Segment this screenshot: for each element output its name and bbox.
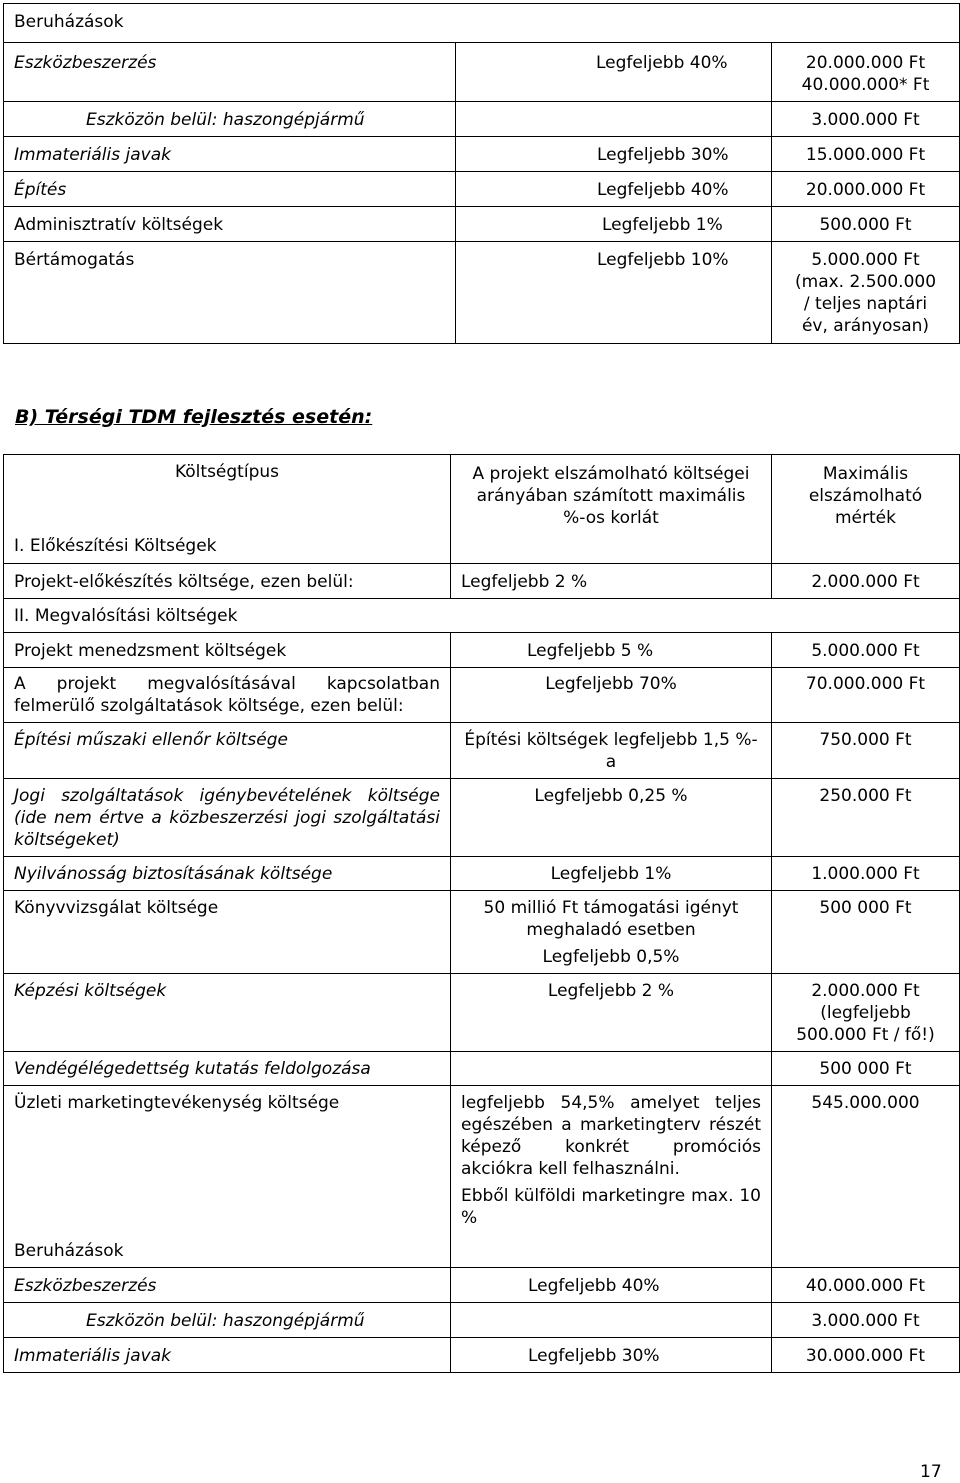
col-header-limit: A projekt elszámolható költségei arányában számított maximális %-os korlát — [451, 455, 772, 564]
table-row: Bértámogatás Legfeljebb 10% 5.000.000 Ft (max. 2.500.000 / teljes naptári év, arányosan) — [4, 242, 960, 344]
table-row: Építés Legfeljebb 40% 20.000.000 Ft — [4, 172, 960, 207]
table-row: Nyilvánosság biztosításának költsége Legfeljebb 1% 1.000.000 Ft — [4, 857, 960, 891]
table-row: Eszközön belül: haszongépjármű 3.000.000 Ft — [4, 1303, 960, 1338]
section-impl: II. Megvalósítási költségek — [4, 599, 960, 633]
col-header-type: Költségtípus — [174, 462, 279, 482]
table-row: Immateriális javak Legfeljebb 30% 15.000.000 Ft — [4, 137, 960, 172]
table-row: Képzési költségek Legfeljebb 2 % 2.000.000 Ft (legfeljebb 500.000 Ft / fő!) — [4, 974, 960, 1052]
table-row: Adminisztratív költségek Legfeljebb 1% 500.000 Ft — [4, 207, 960, 242]
section-prep: I. Előkészítési Költségek — [14, 536, 217, 556]
table-row: Üzleti marketingtevékenység költsége Beruházások legfeljebb 54,5% amelyet teljes egészében a marketingterv részét képező konkrét promóciós akciókra kell felhasználni. Ebből külföldi marketingre max. 10 % 545.000.000 — [4, 1086, 960, 1268]
page-number: 17 — [920, 1462, 942, 1482]
table-header-row — [4, 455, 960, 564]
table-row: Projekt menedzsment költségek Legfeljebb 5 % 5.000.000 Ft — [4, 633, 960, 668]
table-row: A projekt megvalósításával kapcsolatban felmerülő szolgáltatások költsége, ezen belül: Legfeljebb 70% 70.000.000 Ft — [4, 668, 960, 723]
top-cost-table — [3, 3, 960, 344]
col-header-max: Maximális elszámolható mérték — [772, 455, 960, 564]
table-row: Eszközön belül: haszongépjármű 3.000.000 Ft — [4, 102, 960, 137]
table-row: Eszközbeszerzés Legfeljebb 40% 20.000.000 Ft 40.000.000* Ft — [4, 43, 960, 102]
table-row: Jogi szolgáltatások igénybevételének költsége (ide nem értve a közbeszerzési jogi szolgáltatási költségeket) Legfeljebb 0,25 % 250.000 Ft — [4, 779, 960, 857]
table-row: Projekt-előkészítés költsége, ezen belül: Legfeljebb 2 % 2.000.000 Ft — [4, 564, 960, 599]
section-investments: Beruházások — [14, 1241, 124, 1261]
tdm-cost-table — [3, 454, 960, 1373]
table-row: Építési műszaki ellenőr költsége Építési költségek legfeljebb 1,5 %-a 750.000 Ft — [4, 723, 960, 779]
table-row: Vendégélégedettség kutatás feldolgozása 500 000 Ft — [4, 1052, 960, 1086]
table-row: Könyvvizsgálat költsége 50 millió Ft támogatási igényt meghaladó esetben Legfeljebb 0,5% 500 000 Ft — [4, 891, 960, 974]
section-header-investments: Beruházások — [4, 4, 960, 43]
section-b-title: B) Térségi TDM fejlesztés esetén: — [15, 406, 373, 428]
table-row: Immateriális javak Legfeljebb 30% 30.000.000 Ft — [4, 1338, 960, 1373]
table-row: Eszközbeszerzés Legfeljebb 40% 40.000.000 Ft — [4, 1268, 960, 1303]
